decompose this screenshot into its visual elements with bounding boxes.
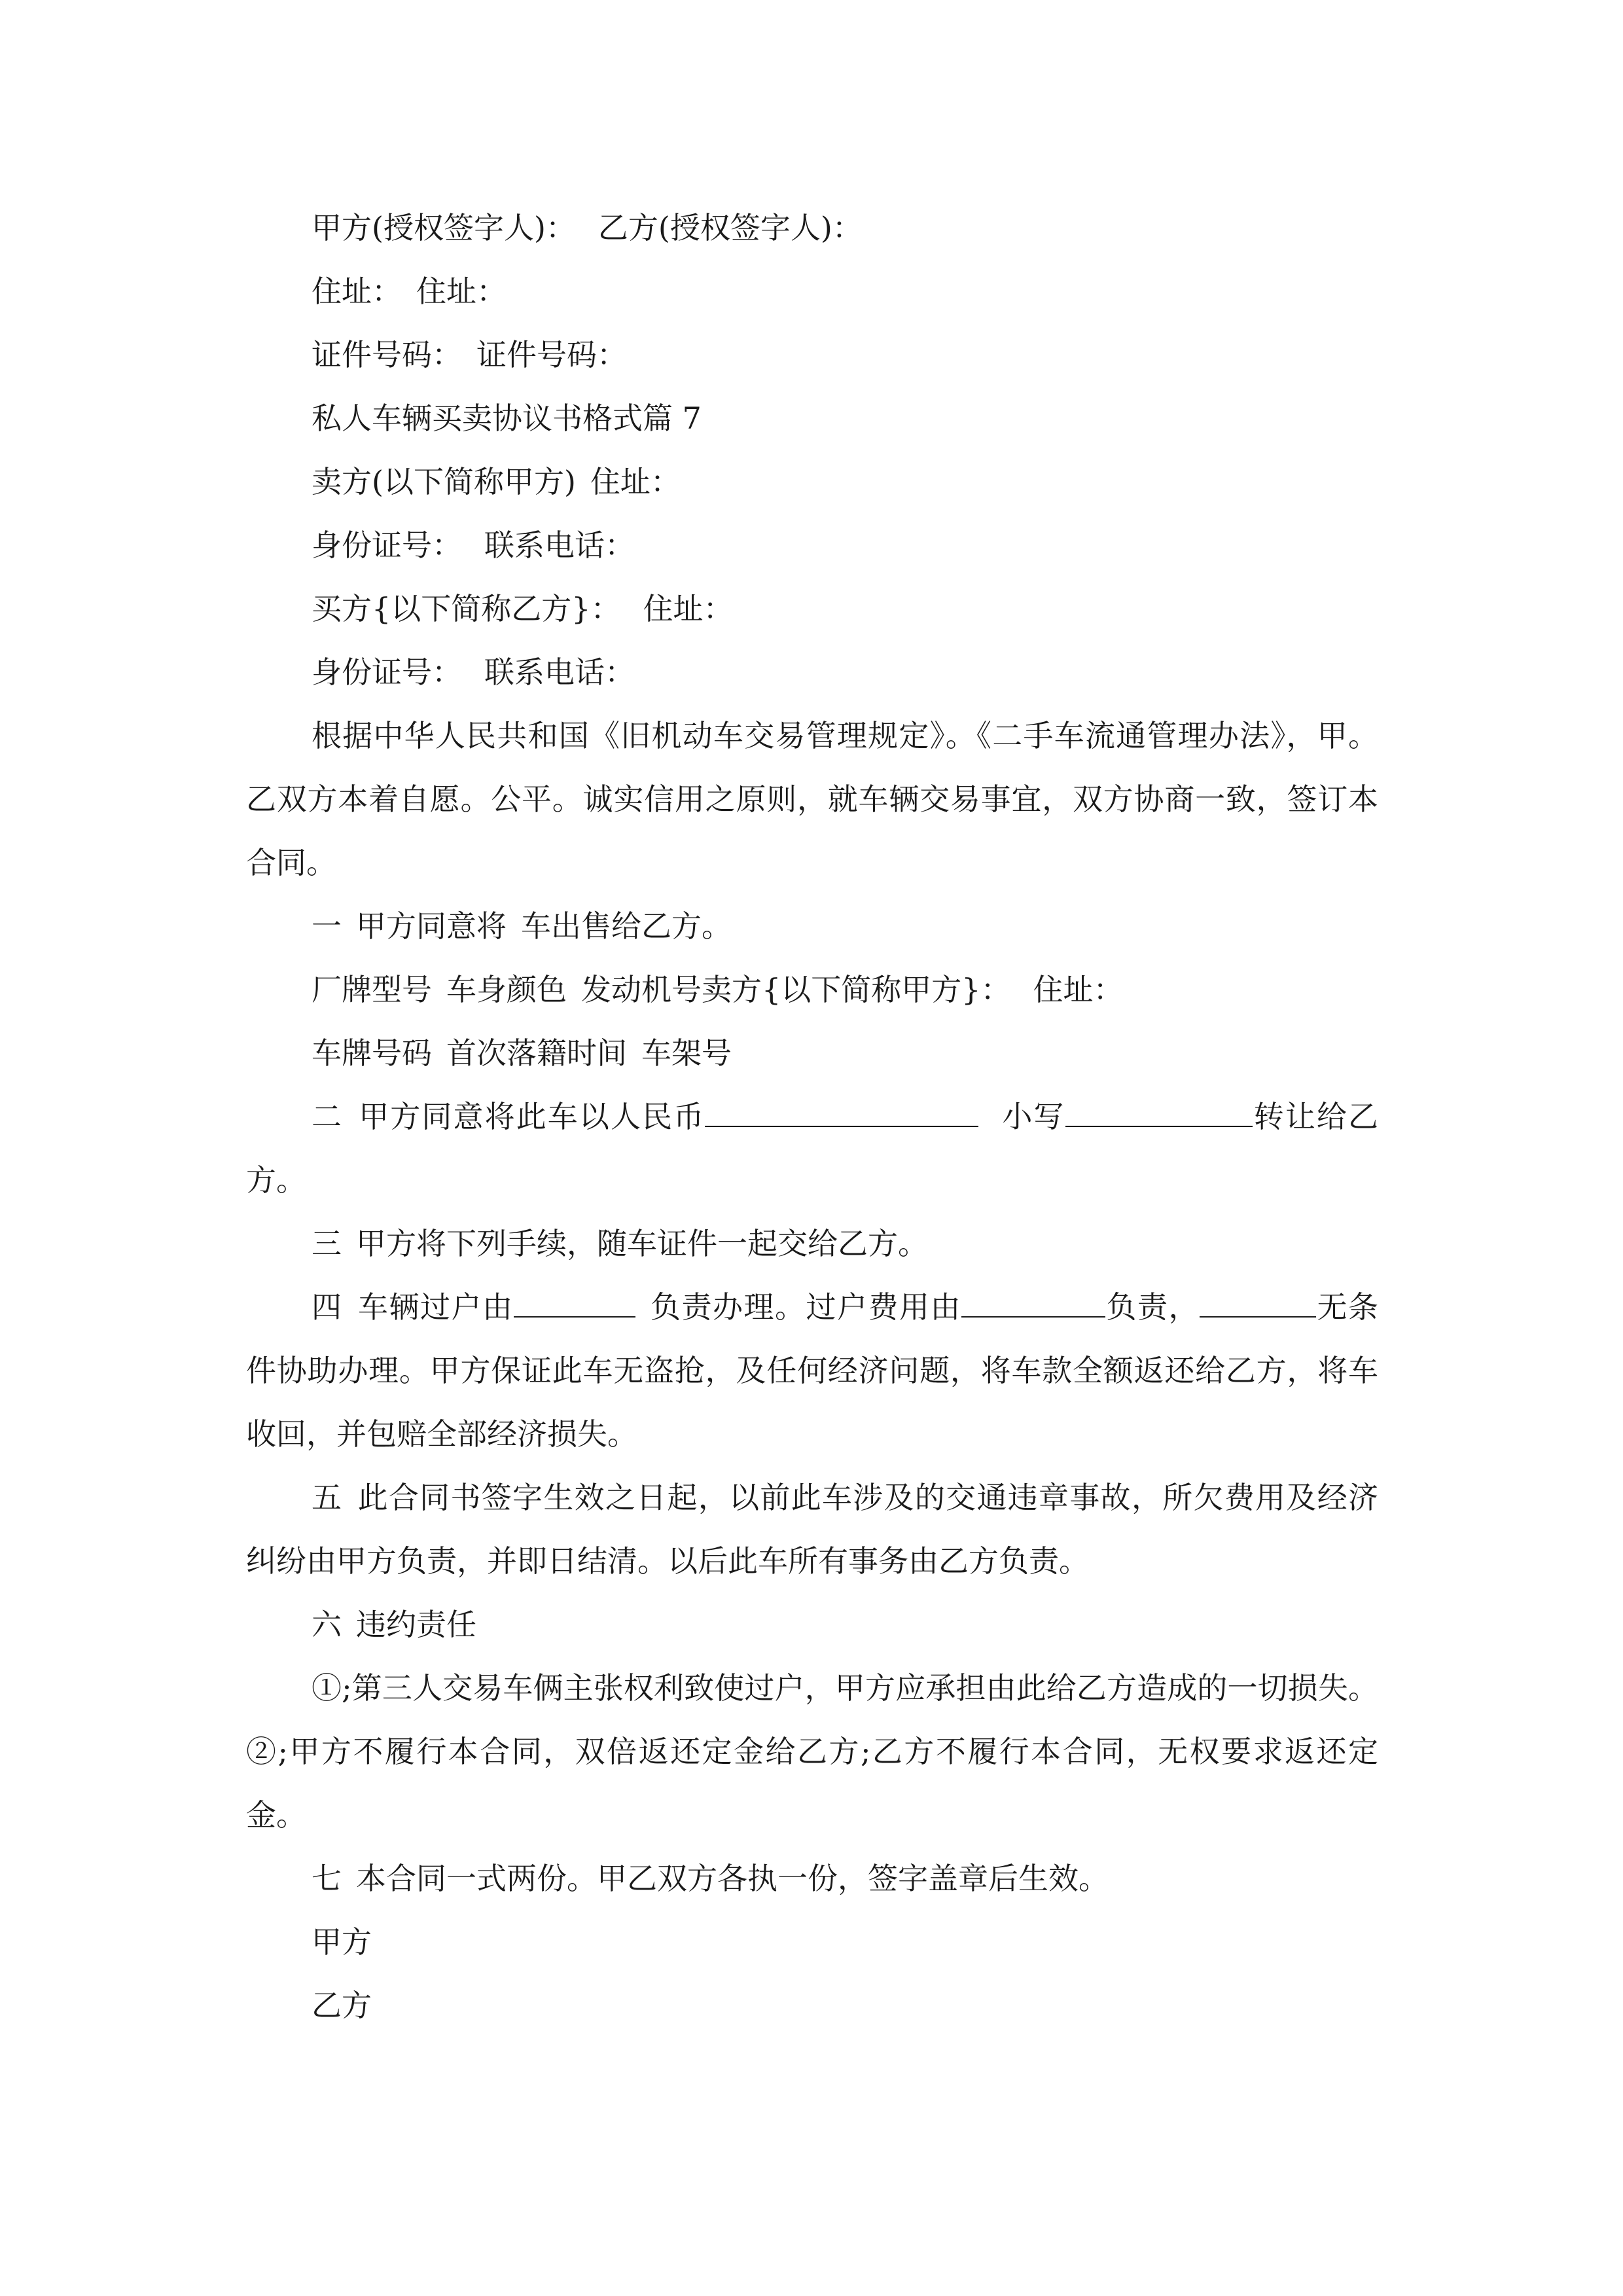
clause-5-text: 此合同书签字生效之日起，以前此车涉及的交通违章事故，所欠费用及经济纠纷由甲方负责，并即日结清。以后此车所有事务由乙方负责。 — [246, 1480, 1379, 1579]
seller-id-line — [246, 514, 1378, 577]
clause-4-number: 四 — [312, 1289, 343, 1325]
preamble-paragraph: 根据中华人民共和国《旧机动车交易管理规定》。《二手车流通管理办法》，甲。乙双方本着自愿。公平。诚实信用之原则，就车辆交易事宜，双方协商一致，签订本合同。 — [246, 718, 1378, 880]
clause-5-number: 五 — [312, 1480, 343, 1515]
buyer-line — [246, 577, 1378, 641]
seller-address-label: 住址： — [590, 464, 681, 499]
clause-4-text-a: 车辆过户由 — [357, 1289, 514, 1325]
seller-id-label: 身份证号： — [312, 528, 462, 563]
signature-party-a: 甲方 — [312, 1924, 372, 1960]
signature-party-b: 乙方 — [312, 1988, 372, 2023]
brand-model-label: 厂牌型号 — [312, 972, 432, 1007]
section-title: 私人车辆买卖协议书格式篇 7 — [312, 401, 702, 436]
party-a-signatory-label: 甲方(授权签字人)： — [312, 210, 576, 245]
fee-responsible-blank — [961, 1293, 1105, 1318]
vehicle-address-label: 住址： — [1033, 972, 1124, 1007]
clause-2-number: 二 — [312, 1099, 344, 1134]
first-registration-label: 首次落籍时间 — [446, 1035, 627, 1071]
price-lowercase-blank — [1065, 1102, 1253, 1127]
clause-3 — [246, 1212, 1378, 1276]
clause-1 — [246, 895, 1378, 958]
plate-number-label: 车牌号码 — [312, 1035, 432, 1071]
party-b-id-label: 证件号码： — [476, 337, 627, 372]
party-a-address-label: 住址： — [312, 274, 402, 309]
frame-number-label: 车架号 — [641, 1035, 732, 1071]
id-number-line — [246, 323, 1378, 387]
price-blank — [705, 1102, 978, 1127]
clause-6 — [246, 1593, 1378, 1657]
clause-2-text-c: 转让给乙方。 — [246, 1099, 1379, 1198]
clause-3-text: 甲方将下列手续，随车证件一起交给乙方。 — [356, 1226, 928, 1261]
seller-phone-label: 联系电话： — [484, 528, 635, 563]
party-b-address-label: 住址： — [416, 274, 507, 309]
clause-4-text-c: 负责， — [1105, 1289, 1200, 1325]
clause-1-text-a: 甲方同意将 — [356, 908, 507, 944]
clause-6-number: 六 — [312, 1607, 342, 1642]
assist-party-blank — [1200, 1293, 1316, 1318]
clause-7 — [246, 1847, 1378, 1910]
clause-4 — [246, 1276, 1378, 1466]
clause-4-text-d: 无条件协助办理。甲方保证此车无盗抢，及任何经济问题，将车款全额返还给乙方，将车收回，并包赔全部经济损失。 — [246, 1289, 1378, 1452]
clause-2 — [246, 1085, 1378, 1212]
vehicle-info-line-2 — [246, 1022, 1378, 1085]
clause-3-number: 三 — [312, 1226, 342, 1261]
clause-1-text-b: 车出售给乙方。 — [521, 908, 732, 944]
clause-7-text: 本合同一式两份。甲乙双方各执一份，签字盖章后生效。 — [356, 1861, 1109, 1896]
buyer-id-label: 身份证号： — [312, 655, 462, 690]
clause-7-number: 七 — [312, 1861, 342, 1896]
address-line — [246, 260, 1378, 323]
clause-2-text-b: 小写 — [1001, 1099, 1065, 1134]
vehicle-info-line-1 — [246, 958, 1378, 1022]
seller-line — [246, 450, 1378, 514]
engine-number-label: 发动机号卖方{以下简称甲方}： — [581, 972, 1011, 1007]
party-a-id-label: 证件号码： — [312, 337, 462, 372]
party-b-signatory-label: 乙方(授权签字人)： — [597, 210, 863, 245]
buyer-address-label: 住址： — [643, 591, 734, 626]
buyer-phone-label: 联系电话： — [484, 655, 635, 690]
contract-body — [246, 196, 1378, 2037]
clause-6-text: 违约责任 — [356, 1607, 476, 1642]
buyer-id-line — [246, 641, 1378, 704]
clause-5 — [246, 1466, 1378, 1593]
signatory-line — [246, 196, 1378, 260]
clause-2-text-a: 甲方同意将此车以人民币 — [357, 1099, 705, 1134]
clause-6-detail: ①;第三人交易车俩主张权利致使过户，甲方应承担由此给乙方造成的一切损失。 ②;甲方不履行本合同，双倍返还定金给乙方;乙方不履行本合同，无权要求返还定金。 — [246, 1670, 1378, 1833]
clause-1-number: 一 — [312, 908, 342, 944]
transfer-responsible-blank — [514, 1293, 635, 1318]
buyer-label: 买方{以下简称乙方}： — [312, 591, 621, 626]
body-color-label: 车身颜色 — [446, 972, 567, 1007]
clause-4-text-b: 负责办理。过户费用由 — [649, 1289, 961, 1325]
seller-label: 卖方(以下简称甲方) — [312, 464, 576, 499]
